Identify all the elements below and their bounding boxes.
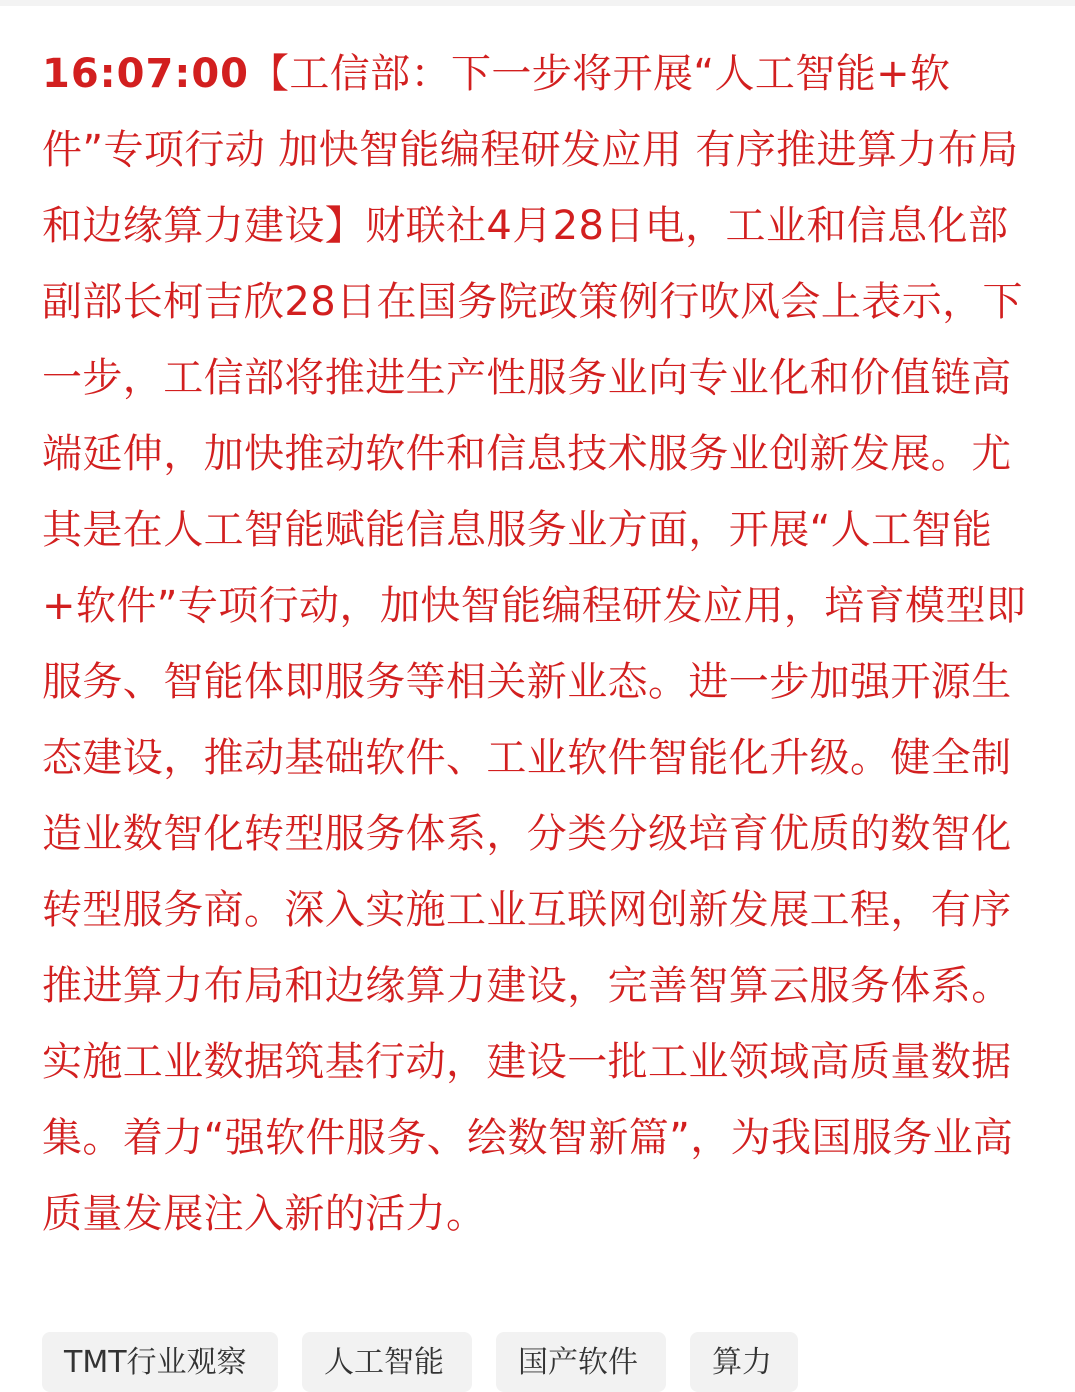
- tag-domestic-software[interactable]: [496, 1332, 666, 1392]
- tag-computing-power[interactable]: [690, 1332, 798, 1392]
- post-body: 【工信部：下一步将开展“人工智能+软件”专项行动 加快智能编程研发应用 有序推进算力布局和边缘算力建设】财联社4月28日电，工业和信息化部副部长柯吉欣28日在国务院政策例行吹风会上表示，下一步，工信部将推进生产性服务业向专业化和价值链高端延伸，加快推动软件和信息技术服务业创新发展。尤其是在人工智能赋能信息服务业方面，开展“人工智能+软件”专项行动，加快智能编程研发应用，培育模型即服务、智能体即服务等相关新业态。进一步加强开源生态建设，推动基础软件、工业软件智能化升级。健全制造业数智化转型服务体系，分类分级培育优质的数智化转型服务商。深入实施工业互联网创新发展工程，有序推进算力布局和边缘算力建设，完善智算云服务体系。实施工业数据筑基行动，建设一批工业领域高质量数据集。着力“强软件服务、绘数智新篇”，为我国服务业高质量发展注入新的活力。: [42, 51, 1027, 1237]
- post-time: 16:07:00: [42, 51, 249, 97]
- tag-tmt[interactable]: [42, 1332, 278, 1392]
- post-content: [42, 36, 1034, 1252]
- top-divider: [0, 0, 1075, 6]
- tag-ai[interactable]: [302, 1332, 472, 1392]
- tag-label: 算力: [712, 1345, 772, 1380]
- tag-label: 国产软件: [518, 1345, 638, 1380]
- tag-label: 人工智能: [324, 1345, 444, 1380]
- tag-label: TMT行业观察: [64, 1345, 247, 1380]
- tag-list: [42, 1332, 798, 1380]
